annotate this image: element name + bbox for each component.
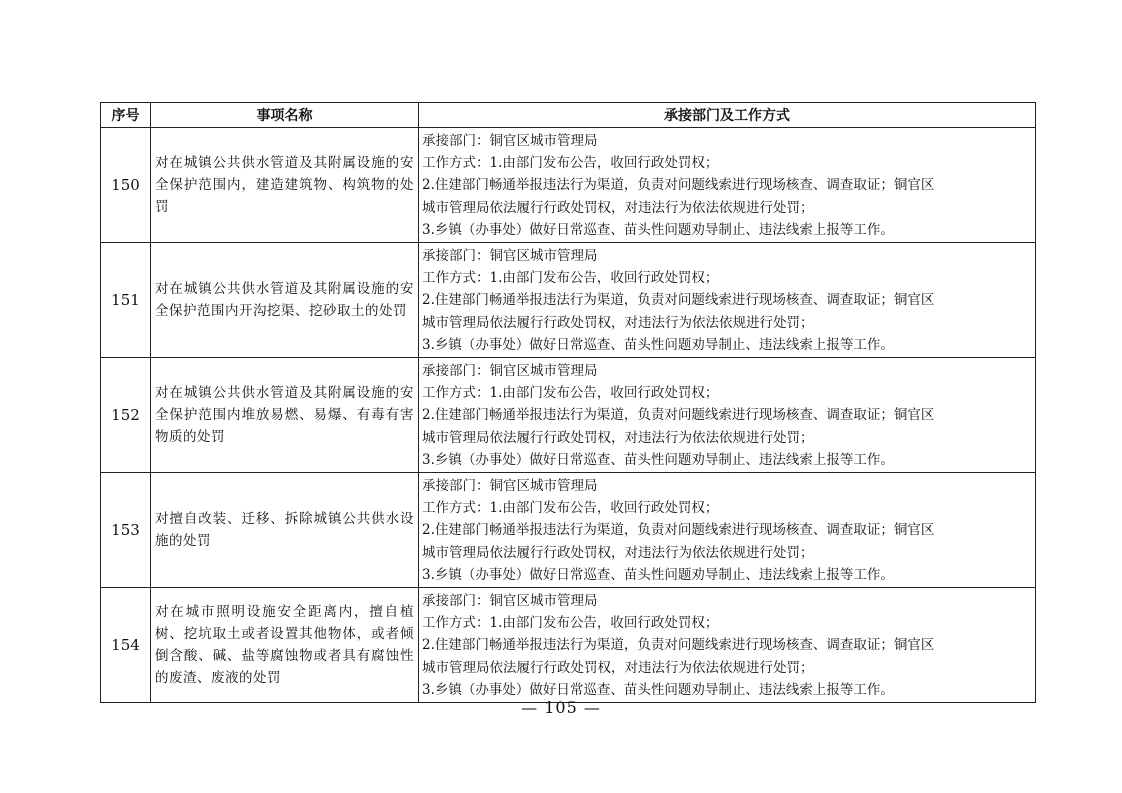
method-line: 工作方式：1.由部门发布公告，收回行政处罚权； bbox=[422, 155, 719, 172]
row-item-name: 对擅自改装、迁移、拆除城镇公共供水设施的处罚 bbox=[151, 473, 419, 588]
method-line: 承接部门：铜官区城市管理局 bbox=[422, 478, 598, 494]
method-line: 承接部门：铜官区城市管理局 bbox=[422, 248, 598, 264]
method-line: 2.住建部门畅通举报违法行为渠道，负责对问题线索进行现场核查、调查取证；铜官区 bbox=[422, 292, 935, 309]
method-line: 2.住建部门畅通举报违法行为渠道，负责对问题线索进行现场核查、调查取证；铜官区 bbox=[422, 637, 935, 654]
method-line: 城市管理局依法履行行政处罚权，对违法行为依法依规进行处罚； bbox=[422, 544, 814, 561]
method-line: 工作方式：1.由部门发布公告，收回行政处罚权； bbox=[422, 615, 719, 632]
header-department-and-method: 承接部门及工作方式 bbox=[419, 103, 1036, 128]
table-row bbox=[101, 358, 1036, 473]
table-row bbox=[101, 588, 1036, 703]
table-row bbox=[101, 243, 1036, 358]
method-line: 城市管理局依法履行行政处罚权，对违法行为依法依规进行处罚； bbox=[422, 199, 814, 216]
method-line: 2.住建部门畅通举报违法行为渠道，负责对问题线索进行现场核查、调查取证；铜官区 bbox=[422, 407, 935, 424]
row-item-name: 对在城镇公共供水管道及其附属设施的安全保护范围内，建造建筑物、构筑物的处罚 bbox=[151, 128, 419, 243]
method-line: 承接部门：铜官区城市管理局 bbox=[422, 133, 598, 149]
method-line: 工作方式：1.由部门发布公告，收回行政处罚权； bbox=[422, 500, 719, 517]
row-department-and-method bbox=[419, 588, 1036, 703]
header-serial-number: 序号 bbox=[101, 103, 151, 128]
row-department-and-method bbox=[419, 473, 1036, 588]
method-line: 承接部门：铜官区城市管理局 bbox=[422, 593, 598, 609]
table-header bbox=[101, 103, 1036, 128]
matters-table bbox=[100, 102, 1036, 703]
method-line: 3.乡镇（办事处）做好日常巡查、苗头性问题劝导制止、违法线索上报等工作。 bbox=[422, 681, 894, 698]
row-department-and-method bbox=[419, 358, 1036, 473]
row-item-name: 对在城镇公共供水管道及其附属设施的安全保护范围内堆放易燃、易爆、有毒有害物质的处罚 bbox=[151, 358, 419, 473]
method-line: 3.乡镇（办事处）做好日常巡查、苗头性问题劝导制止、违法线索上报等工作。 bbox=[422, 566, 894, 583]
method-line: 城市管理局依法履行行政处罚权，对违法行为依法依规进行处罚； bbox=[422, 314, 814, 331]
row-serial-number: 150 bbox=[101, 128, 151, 243]
row-item-name: 对在城市照明设施安全距离内，擅自植树、挖坑取土或者设置其他物体，或者倾倒含酸、碱、盐等腐蚀物或者具有腐蚀性的废渣、废液的处罚 bbox=[151, 588, 419, 703]
row-department-and-method bbox=[419, 128, 1036, 243]
table-body bbox=[101, 128, 1036, 703]
row-item-name: 对在城镇公共供水管道及其附属设施的安全保护范围内开沟挖渠、挖砂取土的处罚 bbox=[151, 243, 419, 358]
method-line: 3.乡镇（办事处）做好日常巡查、苗头性问题劝导制止、违法线索上报等工作。 bbox=[422, 451, 894, 468]
method-line: 工作方式：1.由部门发布公告，收回行政处罚权； bbox=[422, 385, 719, 402]
header-item-name: 事项名称 bbox=[151, 103, 419, 128]
row-serial-number: 152 bbox=[101, 358, 151, 473]
method-line: 3.乡镇（办事处）做好日常巡查、苗头性问题劝导制止、违法线索上报等工作。 bbox=[422, 221, 894, 238]
method-line: 工作方式：1.由部门发布公告，收回行政处罚权； bbox=[422, 270, 719, 287]
row-department-and-method bbox=[419, 243, 1036, 358]
table-row bbox=[101, 473, 1036, 588]
page-number: — 105 — bbox=[521, 698, 601, 717]
method-line: 2.住建部门畅通举报违法行为渠道，负责对问题线索进行现场核查、调查取证；铜官区 bbox=[422, 177, 935, 194]
row-serial-number: 154 bbox=[101, 588, 151, 703]
header-row bbox=[101, 103, 1036, 128]
method-line: 3.乡镇（办事处）做好日常巡查、苗头性问题劝导制止、违法线索上报等工作。 bbox=[422, 336, 894, 353]
table-row bbox=[101, 128, 1036, 243]
method-line: 城市管理局依法履行行政处罚权，对违法行为依法依规进行处罚； bbox=[422, 659, 814, 676]
method-line: 承接部门：铜官区城市管理局 bbox=[422, 363, 598, 379]
row-serial-number: 151 bbox=[101, 243, 151, 358]
method-line: 2.住建部门畅通举报违法行为渠道，负责对问题线索进行现场核查、调查取证；铜官区 bbox=[422, 522, 935, 539]
method-line: 城市管理局依法履行行政处罚权，对违法行为依法依规进行处罚； bbox=[422, 429, 814, 446]
row-serial-number: 153 bbox=[101, 473, 151, 588]
